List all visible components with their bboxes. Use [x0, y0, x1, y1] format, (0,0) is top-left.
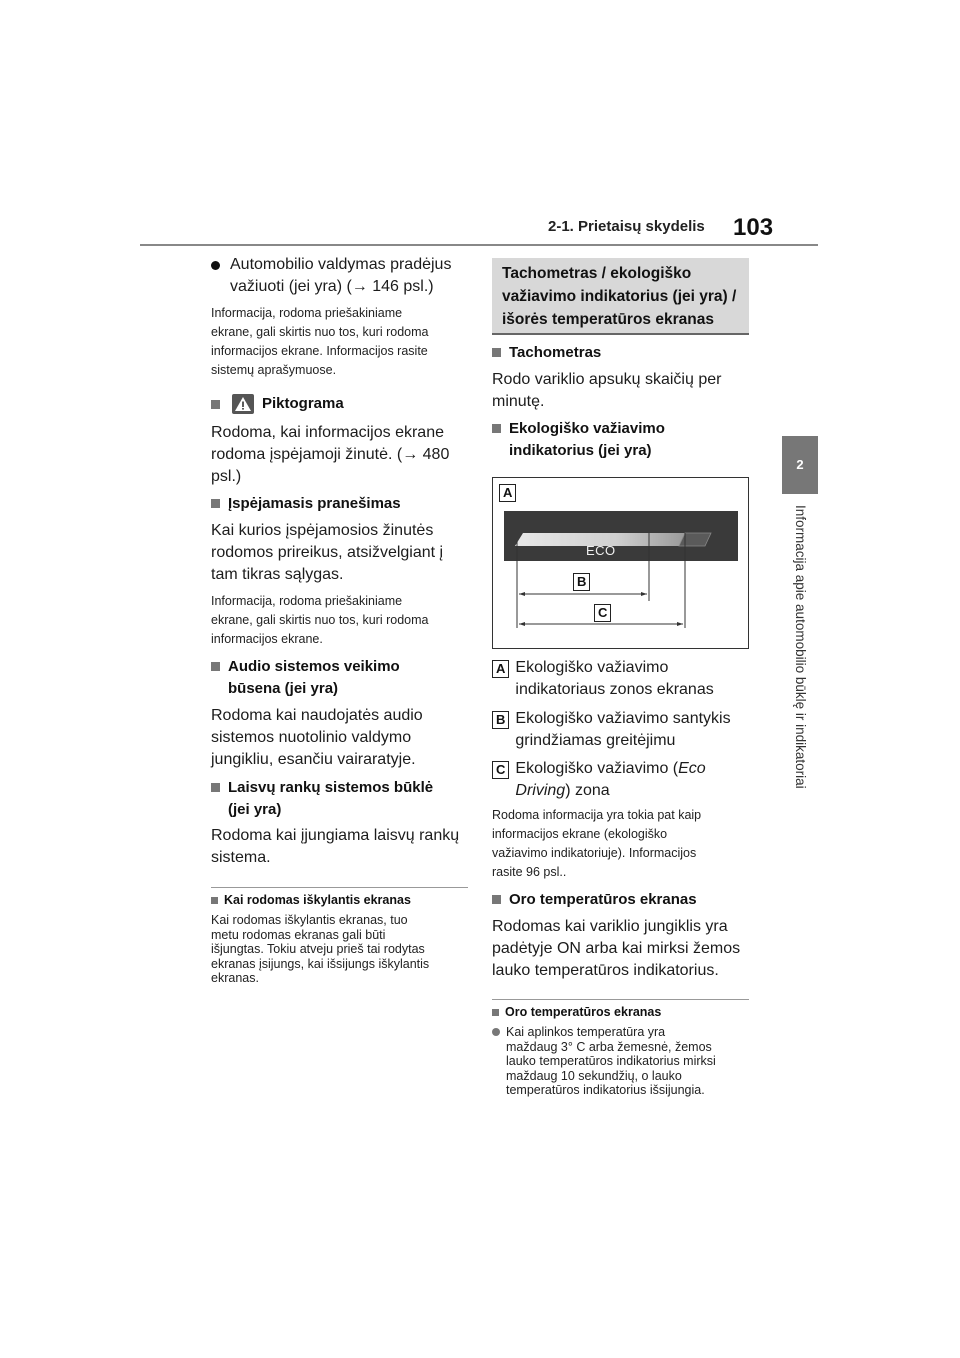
note-heading: Oro temperatūros ekranas — [505, 1005, 662, 1019]
note-box-left — [211, 893, 471, 986]
square-bullet — [211, 499, 220, 508]
info-line: važiavimo indikatoriuje). Informacijos — [492, 846, 697, 860]
text-line: Rodoma kai naudojatės audio — [211, 707, 423, 724]
item-italic: Eco — [678, 760, 706, 777]
note-line: maždaug 3° C arba žemesnė, žemos — [506, 1039, 712, 1054]
info-note-1 — [211, 304, 471, 380]
diagram-label-c: C — [594, 604, 611, 622]
text-line: jungikliu, esančiu vairaratyje. — [211, 751, 416, 768]
item-a — [492, 657, 752, 701]
info-line: informacijos ekrane (ekologiško — [492, 827, 668, 841]
note-line: Kai rodomas iškylantis ekranas, tuo — [211, 913, 408, 927]
item-line: grindžiamas greitėjimu — [515, 732, 676, 749]
info1-line: ekrane, gali skirtis nuo tos, kuri rodoma — [211, 325, 429, 339]
diagram-label-a: A — [499, 484, 516, 502]
note-line: metu rodomas ekranas gali būti — [211, 927, 386, 942]
square-bullet — [492, 895, 501, 904]
header-rule — [140, 244, 818, 246]
item-line: Ekologiško važiavimo — [515, 659, 669, 676]
square-bullet — [492, 1009, 499, 1016]
ispejamasis-heading — [211, 493, 471, 515]
note-divider — [492, 999, 749, 1000]
tacho-heading — [492, 342, 752, 364]
text-line: Rodomas kai variklio jungiklis yra — [492, 918, 728, 935]
item-italic: Driving — [515, 782, 566, 799]
text-line: sistema. — [211, 849, 271, 866]
square-bullet — [492, 424, 501, 433]
heading-text: Tachometras — [509, 344, 602, 361]
note-line: ekranas. — [211, 971, 259, 985]
section-banner — [492, 258, 749, 335]
text-line: psl.) — [211, 468, 242, 485]
text-line: tam tikras sąlygas. — [211, 566, 344, 583]
text-line: padėtyje ON arba kai mirksi žemos — [492, 940, 741, 957]
text-line: Rodoma kai įjungiama laisvų rankų — [211, 827, 460, 844]
note-line: temperatūros indikatorius išsijungia. — [506, 1083, 705, 1097]
square-bullet — [211, 662, 220, 671]
note-heading: Kai rodomas iškylantis ekranas — [224, 893, 411, 907]
item-label-a: A — [492, 660, 509, 678]
bullet1-line2: važiuoti (jei yra) (→ 146 psl.) — [230, 278, 434, 295]
left-column — [211, 254, 471, 298]
heading-line: Ekologiško važiavimo — [509, 420, 665, 437]
laisvu-heading — [211, 777, 471, 821]
info1-line: informacijos ekrane. Informacijos rasite — [211, 344, 428, 358]
heading-line: būsena (jei yra) — [228, 680, 339, 697]
note-line: lauko temperatūros indikatorius mirksi — [506, 1054, 716, 1068]
side-tab-number: 2 — [782, 436, 818, 494]
heading-line: (jei yra) — [228, 801, 282, 818]
item-text: ) zona — [565, 782, 610, 799]
oro-text — [492, 916, 752, 982]
item-c — [492, 758, 752, 802]
square-bullet — [211, 897, 218, 904]
diagram-label-b: B — [573, 573, 590, 591]
heading-line: indikatorius (jei yra) — [509, 442, 652, 459]
oro-heading — [492, 889, 752, 911]
note-box-right — [492, 1005, 752, 1098]
info-note-2 — [211, 592, 471, 649]
bullet-item — [211, 254, 471, 298]
banner-line: išorės temperatūros ekranas — [502, 311, 714, 328]
audio-heading — [211, 656, 471, 700]
bullet-dot — [211, 261, 220, 270]
square-bullet — [211, 400, 220, 409]
item-line: Ekologiško važiavimo santykis — [515, 710, 731, 727]
text-line: Rodo variklio apsukų skaičių per — [492, 371, 722, 388]
banner-line: Tachometras / ekologiško — [502, 265, 692, 282]
laisvu-text — [211, 825, 471, 869]
piktograma-text — [211, 422, 471, 488]
item-b — [492, 708, 752, 752]
note-line: ekranas įsijungs, kai išsijungs iškylantis — [211, 956, 430, 971]
item-label-b: B — [492, 711, 509, 729]
eco-indicator-diagram — [492, 477, 749, 649]
item-label-c: C — [492, 761, 509, 779]
piktograma-label: Piktograma — [262, 395, 344, 412]
note-line: išjungtas. Tokiu atveju prieš tai rodytas — [211, 942, 425, 956]
info2-line: informacijos ekrane. — [211, 632, 323, 646]
bullet1-line1: Automobilio valdymas pradėjus — [230, 256, 452, 273]
info2-line: Informacija, rodoma priešakiniame — [211, 594, 403, 608]
tacho-text — [492, 369, 752, 413]
info2-line: ekrane, gali skirtis nuo tos, kuri rodoma — [211, 613, 429, 627]
text-line: Rodoma, kai informacijos ekrane — [211, 424, 444, 441]
text-line: Kai kurios įspėjamosios žinutės — [211, 522, 434, 539]
eco-text: ECO — [586, 543, 616, 558]
text-line: lauko temperatūros indikatorius. — [492, 962, 719, 979]
text-line: sistemos nuotolinio valdymo — [211, 729, 412, 746]
item-text: Ekologiško važiavimo ( — [515, 760, 679, 777]
heading-line: Laisvų rankų sistemos būklė — [228, 779, 434, 796]
heading-text: Įspėjamasis pranešimas — [228, 495, 401, 512]
info-note-right — [492, 806, 754, 882]
square-bullet — [211, 783, 220, 792]
note-divider — [211, 887, 468, 888]
square-bullet — [492, 348, 501, 357]
ispejamasis-text — [211, 520, 471, 586]
info1-line: Informacija, rodoma priešakiniame — [211, 306, 403, 320]
text-line: rodoma įspėjamoji žinutė. (→ 480 — [211, 446, 450, 463]
banner-line: važiavimo indikatorius (jei yra) / — [502, 288, 737, 305]
text-line: minutę. — [492, 393, 545, 410]
side-tab-text: Informacija apie automobilio būklę ir indikatoriai — [793, 505, 808, 789]
page-number: 103 — [733, 214, 774, 241]
warning-triangle-icon — [232, 394, 254, 414]
eco-bar-graphic — [493, 478, 748, 648]
piktograma-heading — [211, 393, 471, 415]
info-line: Rodoma informacija yra tokia pat kaip — [492, 808, 702, 822]
heading-text: Oro temperatūros ekranas — [509, 891, 697, 908]
section-title: 2-1. Prietaisų skydelis — [548, 218, 705, 235]
info1-line: sistemų aprašymuose. — [211, 363, 337, 377]
note-line: maždaug 10 sekundžių, o lauko — [506, 1068, 682, 1083]
info-line: rasite 96 psl.. — [492, 865, 567, 879]
round-bullet — [492, 1028, 500, 1036]
heading-line: Audio sistemos veikimo — [228, 658, 400, 675]
item-line: indikatoriaus zonos ekranas — [515, 681, 714, 698]
note-line: Kai aplinkos temperatūra yra — [506, 1025, 666, 1039]
text-line: rodomos prireikus, atsižvelgiant į — [211, 544, 444, 561]
audio-text — [211, 705, 471, 771]
eco-heading — [492, 418, 752, 462]
